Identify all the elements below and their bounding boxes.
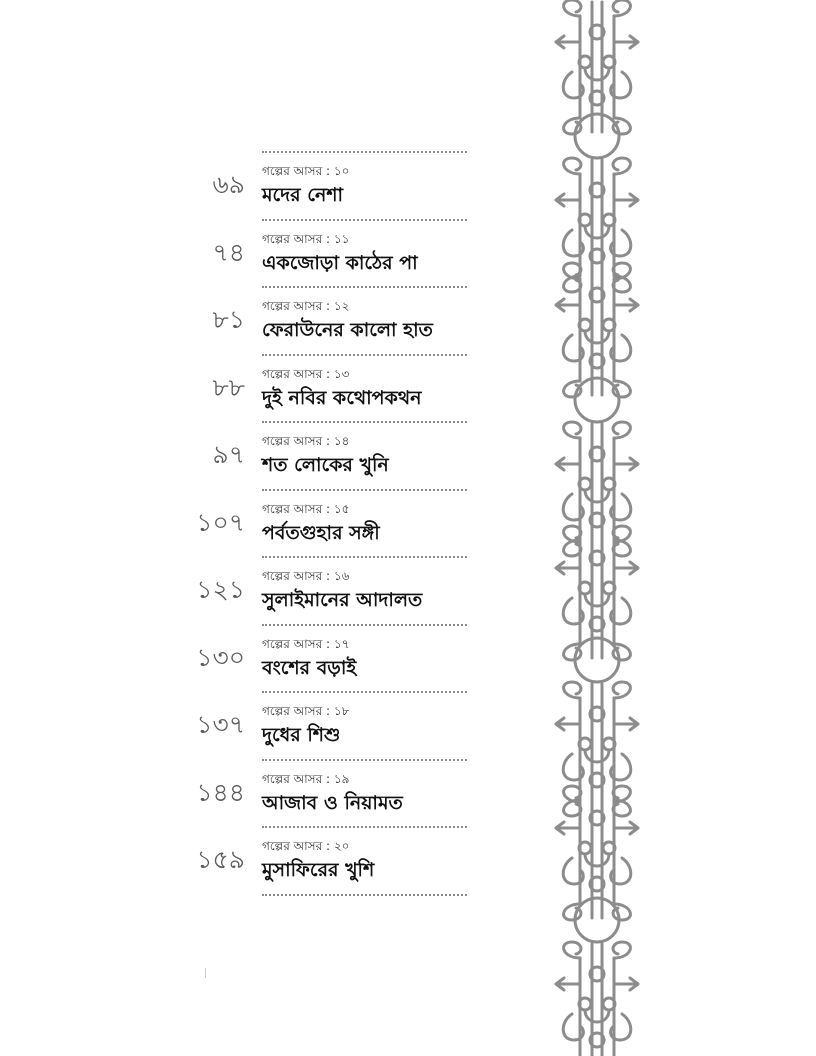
toc-entry[interactable]	[196, 491, 467, 559]
ornamental-border	[552, 0, 642, 1056]
series-label: গল্পের আসর : ১৩	[262, 366, 350, 381]
chapter-title[interactable]: মদের নেশা	[262, 184, 344, 206]
chapter-title[interactable]: মুসাফিরের খুশি	[262, 859, 375, 881]
chapter-title[interactable]: আজাব ও নিয়ামত	[262, 791, 403, 814]
series-label: গল্পের আসর : ১১	[262, 231, 350, 246]
chapter-title[interactable]: ফেরাউনের কালো হাত	[262, 319, 433, 341]
chapter-title[interactable]: শত লোকের খুনি	[262, 454, 389, 476]
series-label: গল্পের আসর : ১০	[262, 164, 350, 178]
toc-entry[interactable]	[196, 761, 467, 829]
page-number: ১২১	[196, 575, 245, 604]
series-label: গল্পের আসর : ২০	[262, 839, 350, 853]
chapter-title[interactable]: একজোড়া কাঠের পা	[262, 251, 418, 274]
toc-entry[interactable]	[196, 558, 467, 626]
chapter-title[interactable]: দুই নবির কথোপকথন	[262, 386, 422, 409]
toc-entry[interactable]	[196, 828, 467, 896]
page-number: ১৫৯	[196, 845, 245, 874]
toc-entry[interactable]	[196, 626, 467, 694]
table-of-contents	[175, 151, 467, 896]
page-number: ৮১	[212, 305, 245, 334]
toc-entry[interactable]	[212, 221, 467, 289]
page-number: ৭৪	[212, 237, 245, 267]
series-label: গল্পের আসর : ১৮	[262, 704, 350, 718]
toc-entry[interactable]	[212, 356, 467, 424]
page-number: ৮৮	[212, 372, 245, 402]
toc-entry[interactable]	[212, 423, 467, 491]
chapter-title[interactable]: পর্বতগুহার সঙ্গী	[262, 521, 380, 544]
page-number: ৬৯	[212, 170, 245, 199]
series-label: গল্পের আসর : ১৯	[262, 771, 350, 786]
page-number: ১০৭	[196, 507, 245, 537]
series-label: গল্পের আসর : ১৪	[262, 434, 350, 448]
page-number: ১৩০	[196, 642, 245, 672]
series-label: গল্পের আসর : ১৬	[262, 569, 350, 583]
page-number: ১৪৪	[196, 777, 245, 807]
page-number: ৯৭	[212, 440, 245, 469]
chapter-title[interactable]: সুলাইমানের আদালত	[262, 589, 423, 611]
chapter-title[interactable]: দুধের শিশু	[262, 724, 341, 746]
series-label: গল্পের আসর : ১২	[262, 299, 350, 313]
page-number: ১৩৭	[196, 710, 245, 739]
toc-entry[interactable]	[196, 693, 467, 761]
series-label: গল্পের আসর : ১৭	[262, 636, 350, 651]
series-label: গল্পের আসর : ১৫	[262, 501, 350, 516]
toc-entry[interactable]	[212, 153, 467, 221]
page-mark	[205, 968, 208, 978]
chapter-title[interactable]: বংশের বড়াই	[262, 656, 357, 679]
toc-entry[interactable]	[212, 288, 467, 356]
